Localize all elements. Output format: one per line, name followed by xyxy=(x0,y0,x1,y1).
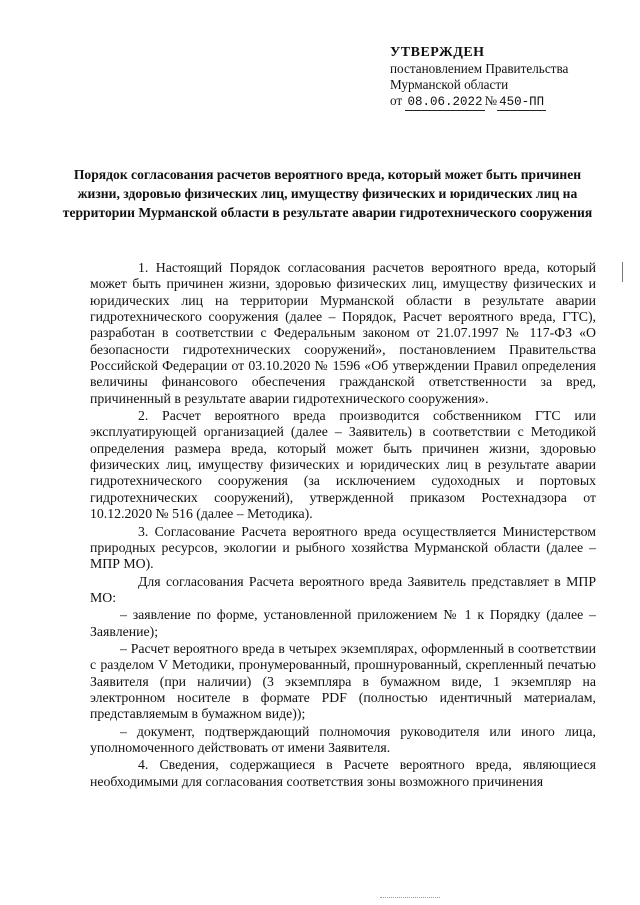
list-item-application: – заявление по форме, установленной приложением № 1 к Порядку (далее – Заявление); xyxy=(90,607,596,639)
approval-stamp xyxy=(390,45,620,111)
approval-line-2: Мурманской области xyxy=(390,77,509,92)
paragraph-3: 3. Согласование Расчета вероятного вреда осуществляется Министерством природных ресурсов, экологии и рыбного хозяйства Мурманской области (далее – МПР МО). xyxy=(90,523,596,572)
list-item-calculation: – Расчет вероятного вреда в четырех экземплярах, оформленный в соответствии с разделом V Методики, пронумерованный, прошнурованный, скрепленный печатью Заявителя (при наличии) (3 экземпляра в бумажном виде, 1 экземпляр на электронном носителе в формате PDF (полностью идентичный материалам, представляемым в бумажном виде)); xyxy=(90,640,596,722)
approval-date-prefix: от xyxy=(390,93,403,108)
paragraph-2: 2. Расчет вероятного вреда производится собственником ГТС или эксплуатирующей организацией (далее – Заявитель) в соответствии с Методикой определения размера вреда, который может быть причинен жизни, здоровью физических лиц, имуществу физических и юридических лиц в результате аварии гидротехнического сооружения (за исключением судоходных и портовых гидротехнических сооружений), утвержденной приказом Ростехнадзора от 10.12.2020 № 516 (далее – Методика). xyxy=(90,408,596,522)
document-body xyxy=(90,260,596,791)
scan-edge-mark xyxy=(622,262,633,282)
approval-date: 08.06.2022 xyxy=(407,95,483,109)
list-item-authority-document: – документ, подтверждающий полномочия руководителя или иного лица, уполномоченного действовать от имени Заявителя. xyxy=(90,723,596,755)
paragraph-4: 4. Сведения, содержащиеся в Расчете вероятного вреда, являющиеся необходимыми для согласования соответствия зоны возможного причинения xyxy=(90,757,596,789)
scan-artifact xyxy=(380,897,440,899)
approval-title: УТВЕРЖДЕН xyxy=(390,45,485,60)
paragraph-1: 1. Настоящий Порядок согласования расчетов вероятного вреда, который может быть причинен жизни, здоровью физических лиц, имуществу физических и юридических лиц на территории Мурманской области в результате аварии гидротехнического сооружения (далее – Порядок, Расчет вероятного вреда, ГТС), разработан в соответствии с Федеральным законом от 21.07.1997 № 117-ФЗ «О безопасности гидротехнических сооружений», постановлением Правительства Российской Федерации от 03.10.2020 № 1596 «Об утверждении Правил определения величины финансового обеспечения гражданской ответственности за вред, причиненный в результате аварии гидротехнического сооружения». xyxy=(90,260,596,406)
approval-number: 450-ПП xyxy=(499,95,545,109)
document-title: Порядок согласования расчетов вероятного вреда, который может быть причинен жизни, здоровью физических лиц, имуществу физических и юридических лиц на территории Мурманской области в результате аварии гидротехнического сооружения xyxy=(62,167,593,220)
paragraph-submission-intro: Для согласования Расчета вероятного вреда Заявитель представляет в МПР МО: xyxy=(90,573,596,605)
approval-number-label: № xyxy=(484,93,498,108)
approval-date-line xyxy=(390,93,620,111)
approval-line-1: постановлением Правительства xyxy=(390,61,569,76)
